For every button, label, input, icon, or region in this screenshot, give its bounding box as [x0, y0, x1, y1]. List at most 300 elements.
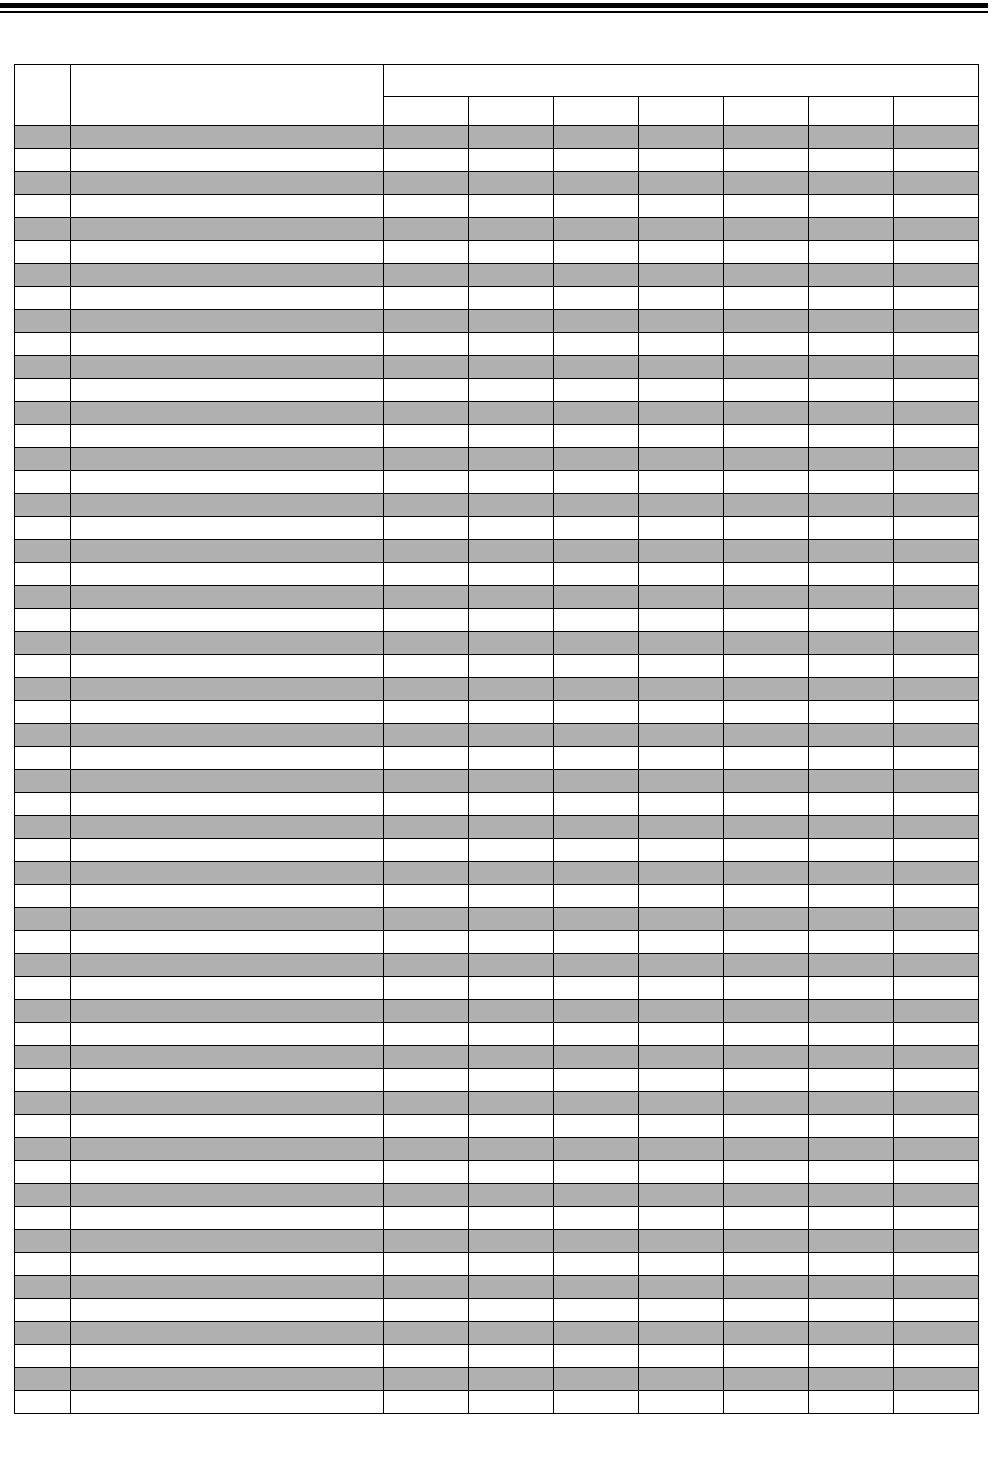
table-cell — [554, 977, 639, 1000]
table-cell — [724, 494, 809, 517]
table-cell — [71, 1000, 384, 1023]
table-row — [15, 770, 979, 793]
table-cell — [639, 540, 724, 563]
table-cell — [71, 1253, 384, 1276]
table-cell — [15, 1322, 71, 1345]
table-cell — [809, 1161, 894, 1184]
table-row — [15, 149, 979, 172]
table-cell — [639, 563, 724, 586]
table-cell — [384, 701, 469, 724]
table-cell — [554, 1253, 639, 1276]
table-cell — [724, 149, 809, 172]
table-cell — [894, 356, 979, 379]
table-cell — [724, 793, 809, 816]
table-cell — [554, 1322, 639, 1345]
table-cell — [554, 701, 639, 724]
table-cell — [71, 1276, 384, 1299]
table-cell — [894, 333, 979, 356]
table-cell — [724, 747, 809, 770]
table-cell — [894, 1092, 979, 1115]
table-cell — [639, 149, 724, 172]
table-cell — [469, 218, 554, 241]
table-cell — [384, 1322, 469, 1345]
table-cell — [724, 471, 809, 494]
table-cell — [469, 724, 554, 747]
table-cell — [639, 678, 724, 701]
table-cell — [15, 586, 71, 609]
table-cell — [894, 816, 979, 839]
table-cell — [554, 1345, 639, 1368]
table-cell — [384, 862, 469, 885]
table-row — [15, 517, 979, 540]
table-cell — [809, 701, 894, 724]
table-row — [15, 839, 979, 862]
table-cell — [639, 1368, 724, 1391]
table-cell — [384, 1299, 469, 1322]
table-cell — [809, 1230, 894, 1253]
table-cell — [894, 954, 979, 977]
table-cell — [894, 977, 979, 1000]
table-cell — [639, 1299, 724, 1322]
table-cell — [724, 1322, 809, 1345]
table-cell — [71, 1023, 384, 1046]
table-cell — [894, 1023, 979, 1046]
table-cell — [15, 678, 71, 701]
table-cell — [384, 770, 469, 793]
table-cell — [384, 885, 469, 908]
table-cell — [384, 1000, 469, 1023]
table-cell — [71, 1069, 384, 1092]
table-cell — [639, 954, 724, 977]
table-cell — [469, 310, 554, 333]
table-cell — [469, 563, 554, 586]
table-cell — [71, 747, 384, 770]
table-row — [15, 333, 979, 356]
table-row — [15, 241, 979, 264]
table-cell — [809, 839, 894, 862]
table-row — [15, 954, 979, 977]
table-cell — [724, 1092, 809, 1115]
table-cell — [894, 1276, 979, 1299]
table-cell — [809, 1069, 894, 1092]
table-cell — [894, 448, 979, 471]
table-cell — [15, 563, 71, 586]
table-cell — [469, 356, 554, 379]
table-cell — [639, 793, 724, 816]
table-cell — [724, 402, 809, 425]
table-cell — [639, 908, 724, 931]
table-cell — [894, 425, 979, 448]
table-cell — [554, 1184, 639, 1207]
table-cell — [71, 908, 384, 931]
table-cell — [384, 839, 469, 862]
table-cell — [894, 1184, 979, 1207]
table-cell — [469, 816, 554, 839]
table-cell — [384, 379, 469, 402]
table-cell — [639, 1276, 724, 1299]
table-cell — [15, 126, 71, 149]
table-row — [15, 747, 979, 770]
table-cell — [724, 816, 809, 839]
table-cell — [639, 310, 724, 333]
table-row — [15, 586, 979, 609]
table-cell — [15, 862, 71, 885]
table-cell — [469, 609, 554, 632]
table-cell — [554, 218, 639, 241]
table-cell — [894, 494, 979, 517]
table-cell — [809, 448, 894, 471]
table-cell — [384, 1345, 469, 1368]
table-cell — [639, 1115, 724, 1138]
table-cell — [71, 839, 384, 862]
table-row — [15, 1276, 979, 1299]
table-cell — [15, 1023, 71, 1046]
table-row — [15, 1023, 979, 1046]
table-cell — [71, 1391, 384, 1414]
table-cell — [469, 517, 554, 540]
table-cell — [469, 678, 554, 701]
table-cell — [469, 1184, 554, 1207]
table-cell — [469, 172, 554, 195]
table-cell — [384, 471, 469, 494]
table-cell — [469, 1023, 554, 1046]
table-cell — [809, 609, 894, 632]
table-cell — [71, 540, 384, 563]
table-cell — [15, 1299, 71, 1322]
table-cell — [469, 885, 554, 908]
table-cell — [554, 149, 639, 172]
table-cell — [15, 218, 71, 241]
table-cell — [639, 425, 724, 448]
table-cell — [639, 885, 724, 908]
table-cell — [554, 448, 639, 471]
table-cell — [809, 1391, 894, 1414]
table-cell — [554, 126, 639, 149]
table-cell — [809, 1299, 894, 1322]
table-cell — [894, 724, 979, 747]
table-cell — [639, 195, 724, 218]
table-cell — [384, 356, 469, 379]
table-row — [15, 126, 979, 149]
table-cell — [724, 425, 809, 448]
table-cell — [639, 609, 724, 632]
table-cell — [639, 517, 724, 540]
table-cell — [809, 195, 894, 218]
table-cell — [15, 1391, 71, 1414]
table-cell — [724, 1230, 809, 1253]
form-table — [14, 64, 979, 1414]
table-cell — [554, 655, 639, 678]
table-cell — [71, 218, 384, 241]
table-cell — [809, 1092, 894, 1115]
table-cell — [894, 1000, 979, 1023]
table-cell — [809, 1184, 894, 1207]
table-cell — [71, 701, 384, 724]
table-row — [15, 1092, 979, 1115]
table-cell — [384, 1391, 469, 1414]
table-cell — [554, 333, 639, 356]
table-cell — [469, 632, 554, 655]
table-cell — [71, 1161, 384, 1184]
table-cell — [554, 747, 639, 770]
table-cell — [384, 333, 469, 356]
table-cell — [71, 770, 384, 793]
table-cell — [639, 1092, 724, 1115]
table-cell — [639, 402, 724, 425]
table-row — [15, 1046, 979, 1069]
table-cell — [15, 1161, 71, 1184]
table-cell — [384, 586, 469, 609]
table-row — [15, 977, 979, 1000]
table-row — [15, 1391, 979, 1414]
table-row — [15, 1299, 979, 1322]
table-cell — [15, 1069, 71, 1092]
table-cell — [724, 241, 809, 264]
table-cell — [809, 1345, 894, 1368]
table-cell — [639, 1138, 724, 1161]
table-cell — [639, 218, 724, 241]
table-cell — [384, 287, 469, 310]
header-sub-column-5 — [724, 97, 809, 126]
table-cell — [384, 747, 469, 770]
table-cell — [554, 563, 639, 586]
table-row — [15, 494, 979, 517]
table-cell — [639, 1322, 724, 1345]
table-cell — [809, 908, 894, 931]
table-cell — [384, 402, 469, 425]
table-cell — [15, 425, 71, 448]
table-cell — [469, 425, 554, 448]
table-cell — [469, 379, 554, 402]
table-cell — [469, 1345, 554, 1368]
table-cell — [384, 195, 469, 218]
table-cell — [384, 655, 469, 678]
table-cell — [15, 241, 71, 264]
table-cell — [809, 1253, 894, 1276]
form-sheet — [14, 64, 978, 1473]
table-cell — [894, 586, 979, 609]
table-cell — [71, 724, 384, 747]
table-cell — [724, 632, 809, 655]
table-cell — [15, 931, 71, 954]
table-cell — [639, 724, 724, 747]
table-row — [15, 1230, 979, 1253]
table-cell — [894, 839, 979, 862]
table-cell — [724, 287, 809, 310]
table-cell — [71, 586, 384, 609]
table-cell — [469, 471, 554, 494]
table-row — [15, 931, 979, 954]
table-cell — [809, 149, 894, 172]
table-row — [15, 287, 979, 310]
table-cell — [554, 195, 639, 218]
table-cell — [894, 1345, 979, 1368]
table-cell — [809, 172, 894, 195]
table-cell — [639, 1207, 724, 1230]
table-cell — [15, 724, 71, 747]
table-cell — [724, 1276, 809, 1299]
table-cell — [724, 517, 809, 540]
table-cell — [809, 264, 894, 287]
table-cell — [554, 770, 639, 793]
table-cell — [71, 195, 384, 218]
header-sub-column-4 — [639, 97, 724, 126]
table-cell — [384, 1207, 469, 1230]
table-cell — [724, 678, 809, 701]
table-cell — [809, 218, 894, 241]
table-cell — [894, 1115, 979, 1138]
table-cell — [15, 540, 71, 563]
table-cell — [894, 701, 979, 724]
table-cell — [894, 1046, 979, 1069]
table-cell — [724, 862, 809, 885]
table-cell — [639, 632, 724, 655]
table-cell — [554, 517, 639, 540]
table-cell — [469, 287, 554, 310]
table-cell — [639, 264, 724, 287]
table-cell — [554, 816, 639, 839]
table-cell — [15, 793, 71, 816]
table-cell — [71, 954, 384, 977]
table-cell — [554, 1069, 639, 1092]
table-cell — [15, 1230, 71, 1253]
table-cell — [469, 494, 554, 517]
table-cell — [894, 471, 979, 494]
table-cell — [71, 310, 384, 333]
table-row — [15, 816, 979, 839]
table-cell — [15, 977, 71, 1000]
table-row — [15, 862, 979, 885]
table-cell — [639, 747, 724, 770]
table-cell — [639, 1230, 724, 1253]
table-cell — [469, 126, 554, 149]
table-cell — [15, 1207, 71, 1230]
table-cell — [894, 1368, 979, 1391]
table-cell — [469, 1391, 554, 1414]
table-cell — [71, 1299, 384, 1322]
table-cell — [71, 517, 384, 540]
table-cell — [724, 1161, 809, 1184]
table-cell — [809, 747, 894, 770]
table-cell — [724, 218, 809, 241]
table-cell — [809, 724, 894, 747]
table-cell — [894, 1322, 979, 1345]
table-cell — [15, 1000, 71, 1023]
table-cell — [809, 1046, 894, 1069]
table-cell — [469, 1069, 554, 1092]
table-cell — [724, 1023, 809, 1046]
table-cell — [469, 839, 554, 862]
table-cell — [71, 977, 384, 1000]
table-cell — [384, 977, 469, 1000]
table-cell — [809, 632, 894, 655]
table-cell — [894, 1207, 979, 1230]
table-cell — [809, 402, 894, 425]
table-cell — [724, 356, 809, 379]
table-cell — [71, 126, 384, 149]
table-cell — [639, 931, 724, 954]
table-cell — [469, 195, 554, 218]
table-cell — [554, 678, 639, 701]
table-cell — [384, 1023, 469, 1046]
table-cell — [15, 1368, 71, 1391]
table-cell — [809, 1115, 894, 1138]
table-cell — [894, 517, 979, 540]
header-sub-column-3 — [554, 97, 639, 126]
table-cell — [894, 678, 979, 701]
table-cell — [554, 172, 639, 195]
table-cell — [71, 172, 384, 195]
table-cell — [724, 1207, 809, 1230]
table-cell — [554, 632, 639, 655]
table-cell — [809, 563, 894, 586]
table-cell — [894, 931, 979, 954]
table-cell — [894, 908, 979, 931]
table-cell — [71, 1046, 384, 1069]
table-cell — [639, 379, 724, 402]
table-cell — [384, 425, 469, 448]
table-cell — [469, 954, 554, 977]
table-cell — [554, 241, 639, 264]
table-cell — [894, 1069, 979, 1092]
table-row — [15, 1345, 979, 1368]
table-cell — [469, 1161, 554, 1184]
table-cell — [894, 379, 979, 402]
table-cell — [809, 540, 894, 563]
table-cell — [554, 862, 639, 885]
table-cell — [71, 149, 384, 172]
table-cell — [724, 701, 809, 724]
table-cell — [724, 310, 809, 333]
table-cell — [15, 1276, 71, 1299]
table-cell — [384, 218, 469, 241]
table-cell — [554, 586, 639, 609]
table-cell — [809, 770, 894, 793]
table-row — [15, 563, 979, 586]
table-cell — [809, 678, 894, 701]
table-cell — [894, 609, 979, 632]
table-cell — [15, 471, 71, 494]
table-cell — [469, 1368, 554, 1391]
table-cell — [469, 793, 554, 816]
table-cell — [894, 770, 979, 793]
table-cell — [554, 310, 639, 333]
table-cell — [894, 747, 979, 770]
table-cell — [469, 241, 554, 264]
table-cell — [384, 1092, 469, 1115]
table-cell — [469, 747, 554, 770]
table-cell — [469, 448, 554, 471]
table-cell — [469, 701, 554, 724]
table-cell — [15, 885, 71, 908]
table-cell — [639, 1253, 724, 1276]
table-cell — [554, 1000, 639, 1023]
table-cell — [724, 195, 809, 218]
table-cell — [15, 1046, 71, 1069]
table-cell — [15, 494, 71, 517]
table-cell — [554, 356, 639, 379]
table-cell — [15, 655, 71, 678]
table-cell — [894, 1391, 979, 1414]
table-cell — [639, 126, 724, 149]
table-cell — [554, 609, 639, 632]
table-cell — [894, 632, 979, 655]
table-cell — [639, 862, 724, 885]
table-cell — [724, 770, 809, 793]
table-cell — [809, 1138, 894, 1161]
table-cell — [554, 839, 639, 862]
table-cell — [809, 931, 894, 954]
